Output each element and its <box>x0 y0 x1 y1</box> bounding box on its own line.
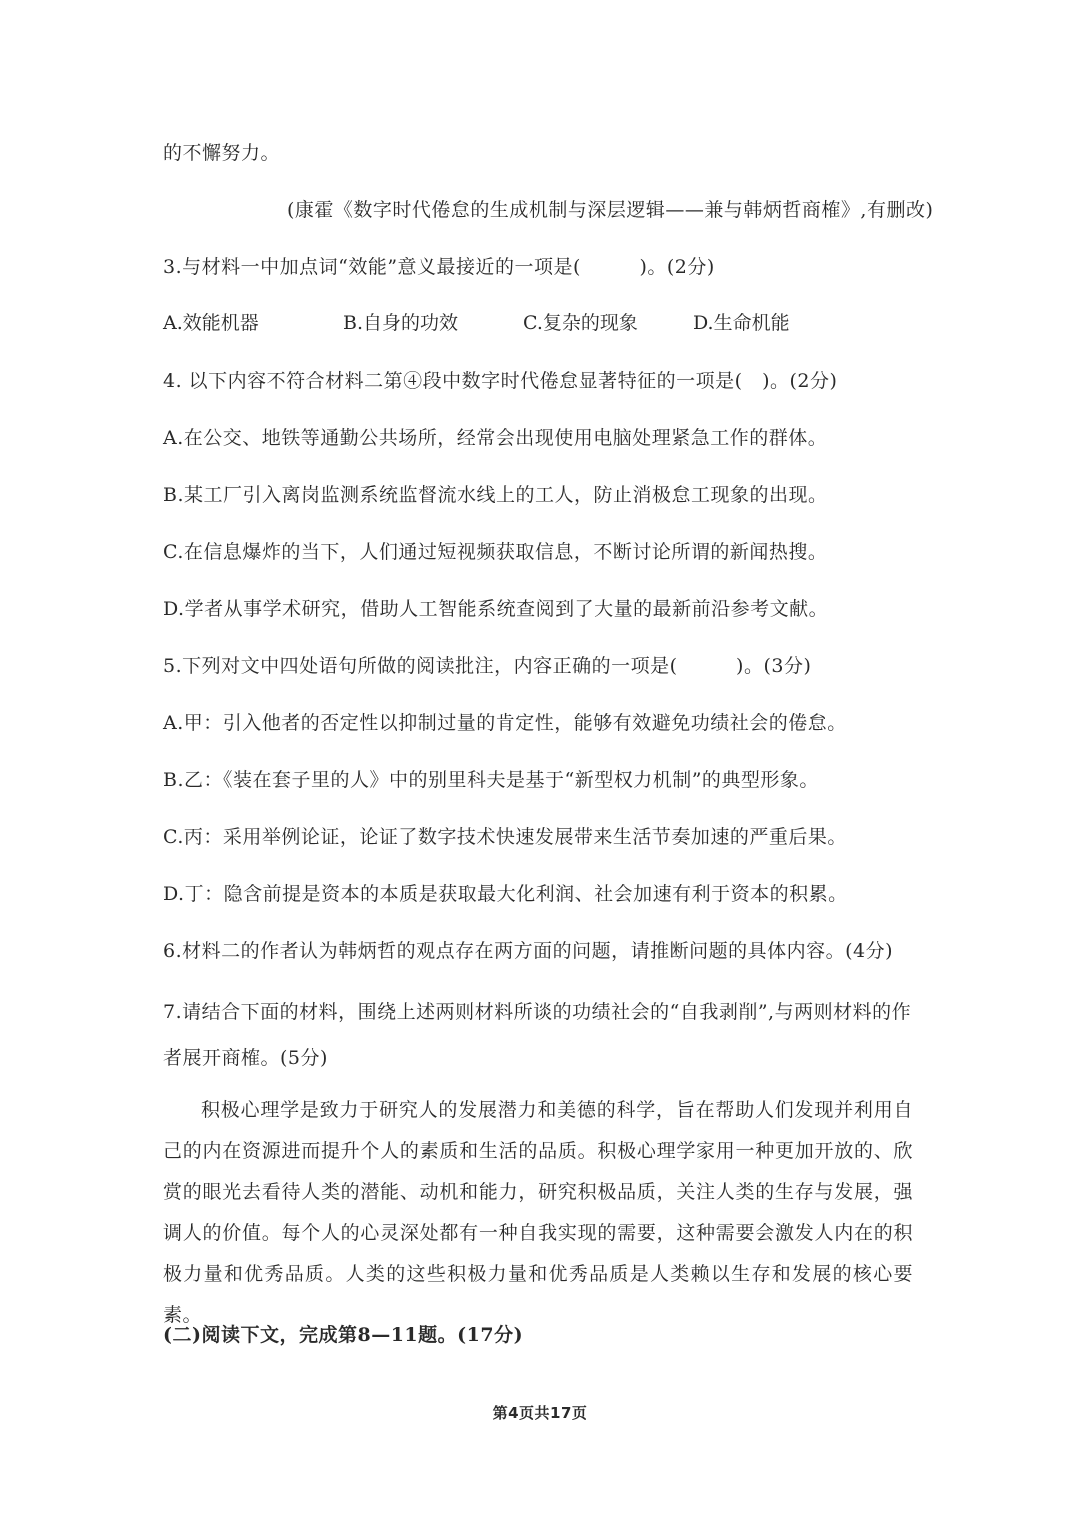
question-3-option-b: B.自身的功效 <box>343 312 459 334</box>
question-5-option-d: D.丁：隐含前提是资本的本质是获取最大化利润、社会加速有利于资本的积累。 <box>163 883 848 905</box>
question-7: 7.请结合下面的材料，围绕上述两则材料所谈的功绩社会的“自我剥削”,与两则材料的作者展开商榷。(5分) <box>163 1001 912 1069</box>
section-2-heading: (二)阅读下文，完成第8—11题。(17分) <box>163 1324 524 1346</box>
question-3-option-a: A.效能机器 <box>163 312 259 334</box>
question-3-option-c: C.复杂的现象 <box>523 312 638 334</box>
question-4-option-b: B.某工厂引入离岗监测系统监督流水线上的工人，防止消极怠工现象的出现。 <box>163 484 828 506</box>
question-4-option-a: A.在公交、地铁等通勤公共场所，经常会出现使用电脑处理紧急工作的群体。 <box>163 427 828 449</box>
question-4-option-c: C.在信息爆炸的当下，人们通过短视频获取信息，不断讨论所谓的新闻热搜。 <box>163 541 828 563</box>
continuation-text: 的不懈努力。 <box>163 142 281 164</box>
question-4-stem: 4. 以下内容不符合材料二第④段中数字时代倦怠显著特征的一项是( )。(2分) <box>163 370 838 392</box>
question-5-stem: 5.下列对文中四处语句所做的阅读批注，内容正确的一项是( )。(3分) <box>163 655 812 677</box>
question-5-option-a: A.甲：引入他者的否定性以抑制过量的肯定性，能够有效避免功绩社会的倦怠。 <box>163 712 847 734</box>
question-6: 6.材料二的作者认为韩炳哲的观点存在两方面的问题，请推断问题的具体内容。(4分) <box>163 940 894 962</box>
question-5-option-c: C.丙：采用举例论证，论证了数字技术快速发展带来生活节奏加速的严重后果。 <box>163 826 847 848</box>
source-citation: (康霍《数字时代倦怠的生成机制与深层逻辑——兼与韩炳哲商榷》,有删改) <box>287 199 934 221</box>
question-5-option-b: B.乙：《装在套子里的人》中的别里科夫是基于“新型权力机制”的典型形象。 <box>163 769 819 791</box>
question-4-option-d: D.学者从事学术研究，借助人工智能系统查阅到了大量的最新前沿参考文献。 <box>163 598 829 620</box>
page-number: 第4页共17页 <box>492 1404 588 1422</box>
question-3-stem: 3.与材料一中加点词“效能”意义最接近的一项是( )。(2分) <box>163 256 715 278</box>
question-3-option-d: D.生命机能 <box>693 312 790 334</box>
reference-passage: 积极心理学是致力于研究人的发展潜力和美德的科学，旨在帮助人们发现并利用自己的内在资源进而提升个人的素质和生活的品质。积极心理学家用一种更加开放的、欣赏的眼光去看待人类的潜能、动机和能力，研究积极品质，关注人类的生存与发展，强调人的价值。每个人的心灵深处都有一种自我实现的需要，这种需要会激发人内在的积极力量和优秀品质。人类的这些积极力量和优秀品质是人类赖以生存和发展的核心要素。 <box>163 1099 913 1326</box>
